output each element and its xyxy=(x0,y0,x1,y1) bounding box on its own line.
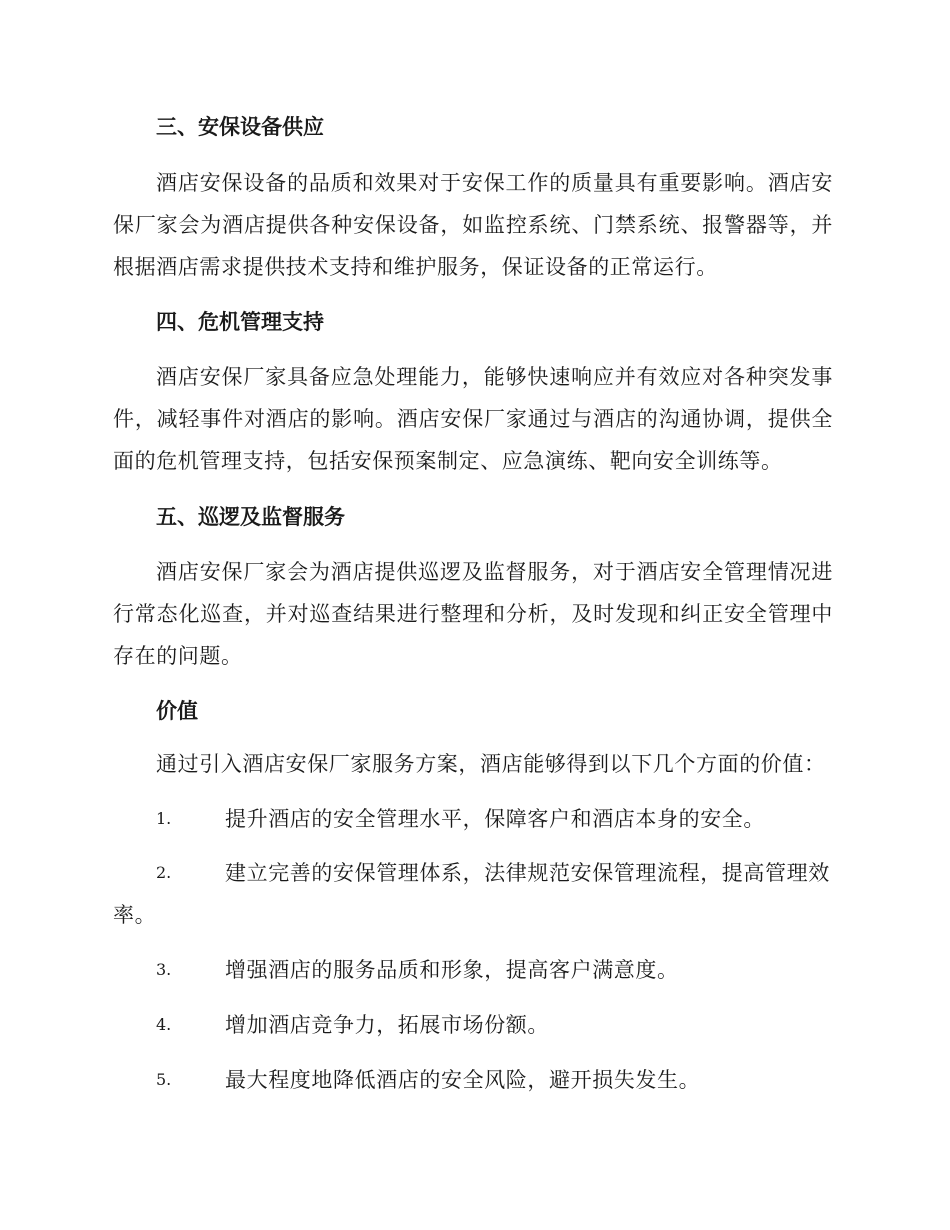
list-item-text: 最大程度地降低酒店的安全风险，避开损失发生。 xyxy=(225,1068,701,1092)
list-item-text: 增加酒店竞争力，拓展市场份额。 xyxy=(225,1013,549,1037)
list-item xyxy=(113,949,833,991)
list-item-text: 提升酒店的安全管理水平，保障客户和酒店本身的安全。 xyxy=(225,807,765,831)
section-heading-crisis: 四、危机管理支持 xyxy=(156,309,324,334)
value-heading: 价值 xyxy=(156,698,198,723)
list-item-number: 4. xyxy=(156,1015,172,1034)
list-item-number: 3. xyxy=(156,960,172,979)
list-item-number: 2. xyxy=(156,863,172,882)
section-body-equipment: 酒店安保设备的品质和效果对于安保工作的质量具有重要影响。酒店安保厂家会为酒店提供各种安保设备，如监控系统、门禁系统、报警器等，并根据酒店需求提供技术支持和维护服务，保证设备的正常运行。 xyxy=(113,171,833,279)
list-item xyxy=(113,1059,833,1101)
list-item-number: 5. xyxy=(156,1070,172,1089)
section-heading-patrol: 五、巡逻及监督服务 xyxy=(156,504,345,529)
list-item xyxy=(113,852,833,936)
list-item-number: 1. xyxy=(156,809,172,828)
list-item xyxy=(113,798,833,840)
value-intro: 通过引入酒店安保厂家服务方案，酒店能够得到以下几个方面的价值： xyxy=(156,752,826,776)
section-body-crisis: 酒店安保厂家具备应急处理能力，能够快速响应并有效应对各种突发事件，减轻事件对酒店的影响。酒店安保厂家通过与酒店的沟通协调，提供全面的危机管理支持，包括安保预案制定、应急演练、靶向安全训练等。 xyxy=(113,365,833,473)
section-heading-equipment: 三、安保设备供应 xyxy=(156,114,324,139)
list-item-text: 建立完善的安保管理体系，法律规范安保管理流程，提高管理效率。 xyxy=(113,861,830,927)
list-item xyxy=(113,1004,833,1046)
section-body-patrol: 酒店安保厂家会为酒店提供巡逻及监督服务，对于酒店安全管理情况进行常态化巡查，并对巡查结果进行整理和分析，及时发现和纠正安全管理中存在的问题。 xyxy=(113,560,833,668)
list-item-text: 增强酒店的服务品质和形象，提高客户满意度。 xyxy=(225,958,679,982)
